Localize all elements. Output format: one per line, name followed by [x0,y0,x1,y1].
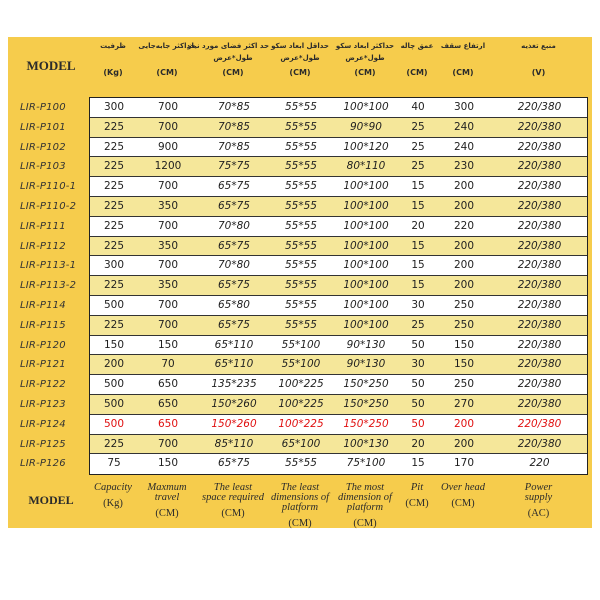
column-footer-label: dimension of [338,492,392,503]
table-cell: 500 [103,417,125,430]
table-cell: 220/380 [517,140,562,153]
column-footer-label: Capacity [94,482,132,493]
table-cell: 225 [103,239,125,252]
table-cell: 55*55 [285,318,317,331]
table-cell: 225 [103,199,125,212]
column-footer-unit: (CM) [221,508,245,519]
table-row [90,138,587,158]
table-cell: 220/380 [517,279,562,292]
table-cell: 150*250 [343,397,389,410]
column-footer-4 [265,483,335,529]
table-cell: 65*100 [281,437,321,450]
table-cell: 500 [103,397,125,410]
model-label: LIR-P124 [20,418,66,430]
table-cell: 55*100 [281,358,321,371]
column-footer-label: space required [202,492,264,503]
column-header-6 [399,40,435,92]
column-footer-label: The least [280,482,320,493]
model-label: LIR-P114 [20,299,66,311]
table-cell: 225 [103,180,125,193]
table-cell: 230 [453,160,475,173]
model-label: LIR-P102 [20,141,66,153]
table-cell: 200 [453,417,475,430]
table-cell: 220/380 [517,239,562,252]
column-footer-unit: (CM) [288,518,312,529]
table-cell: 70*80 [218,219,250,232]
table-cell: 135*235 [211,378,257,391]
column-footer-7 [431,483,495,509]
table-cell: 100*120 [343,140,389,153]
table-cell: 55*55 [285,101,317,113]
table-cell: 65*75 [218,239,250,252]
table-cell: 55*55 [285,120,317,133]
table-cell: 150 [453,358,475,371]
model-label: LIR-P120 [20,339,66,351]
spec-table [89,97,588,475]
table-cell: 270 [453,397,475,410]
model-label: LIR-P103 [20,161,66,173]
table-cell: 55*55 [285,457,317,470]
column-footer-label: Over head [440,482,486,493]
table-cell: 500 [103,378,125,391]
table-cell: 75*75 [218,160,250,173]
table-cell: 100*225 [278,397,324,410]
table-cell: 200 [103,358,125,371]
table-cell: 55*100 [281,338,321,351]
table-cell: 900 [157,140,179,153]
column-header-unit: (CM) [222,68,244,77]
table-cell: 500 [103,298,125,311]
column-header-unit: (CM) [406,68,428,77]
table-cell: 55*55 [285,219,317,232]
column-header-persian: حد اکثر فضای مورد نیاز [187,42,269,50]
table-cell: 65*75 [218,199,250,212]
table-cell: 220/380 [517,180,562,193]
table-cell: 100*100 [343,199,389,212]
table-cell: 55*55 [285,160,317,173]
table-cell: 220/380 [517,378,562,391]
table-cell: 220/380 [517,397,562,410]
table-cell: 40 [411,101,425,113]
table-cell: 150*250 [343,417,389,430]
table-cell: 200 [453,279,475,292]
table-cell: 240 [453,140,475,153]
table-row [90,355,587,375]
table-cell: 100*225 [278,378,324,391]
table-cell: 50 [411,397,425,410]
table-cell: 300 [103,259,125,272]
table-cell: 55*55 [285,279,317,292]
column-footer-2 [133,483,201,519]
table-cell: 30 [411,298,425,311]
table-cell: 220/380 [517,358,562,371]
model-label: LIR-P121 [20,359,66,371]
table-cell: 25 [411,160,425,173]
table-row [90,296,587,316]
table-cell: 15 [411,239,425,252]
table-cell: 100*100 [343,298,389,311]
model-label: LIR-P122 [20,379,66,391]
table-cell: 200 [453,180,475,193]
table-cell: 350 [157,279,179,292]
table-row [90,177,587,197]
table-cell: 350 [157,239,179,252]
model-header: MODEL [26,58,76,73]
table-cell: 700 [157,259,179,272]
table-cell: 150*250 [343,378,389,391]
table-cell: 25 [411,120,425,133]
column-footer-unit: (CM) [405,498,429,509]
table-cell: 225 [103,219,125,232]
table-cell: 150*260 [211,417,257,430]
model-column [14,98,88,474]
column-header-unit: (CM) [354,68,376,77]
table-cell: 15 [411,457,425,470]
table-cell: 220/380 [517,120,562,133]
table-cell: 200 [453,259,475,272]
model-footer: MODEL [28,493,74,507]
table-cell: 65*110 [214,358,254,371]
table-cell: 225 [103,120,125,133]
table-cell: 700 [157,219,179,232]
table-row [90,98,587,118]
table-cell: 65*75 [218,279,250,292]
column-header-persian: عمق چاله [400,42,434,50]
table-cell: 700 [157,318,179,331]
table-cell: 220/380 [517,417,562,430]
column-header-7 [435,40,491,92]
column-header-persian-sub: طول*عرض [280,54,320,62]
table-cell: 200 [453,239,475,252]
column-header-unit: (CM) [452,68,474,77]
table-cell: 20 [411,219,425,232]
table-cell: 55*55 [285,298,317,311]
table-row [90,197,587,217]
column-footer-label: The least [213,482,253,493]
table-row [90,454,587,474]
table-cell: 90*130 [346,358,386,371]
column-footer-label: Power [524,482,553,493]
table-cell: 225 [103,437,125,450]
table-cell: 75 [107,457,121,470]
column-footer-8 [487,483,590,519]
table-cell: 15 [411,259,425,272]
table-cell: 150 [453,338,475,351]
table-cell: 220/380 [517,318,562,331]
column-footer-label: The most [345,482,385,493]
column-header-5 [331,40,399,92]
column-footer-label: supply [524,492,553,503]
column-footer-label: platform [281,502,319,513]
table-cell: 700 [157,437,179,450]
table-cell: 150 [157,338,179,351]
table-row [90,316,587,336]
table-cell: 25 [411,318,425,331]
table-cell: 300 [453,101,475,113]
table-cell: 700 [157,120,179,133]
table-cell: 70*85 [218,120,250,133]
table-cell: 200 [453,199,475,212]
table-cell: 700 [157,180,179,193]
table-cell: 15 [411,199,425,212]
model-label: LIR-P113-2 [20,280,77,292]
table-cell: 85*110 [214,437,254,450]
model-label: LIR-P123 [20,398,66,410]
table-cell: 25 [411,140,425,153]
table-cell: 65*80 [218,298,250,311]
table-row [90,415,587,435]
table-row [90,276,587,296]
column-footer-3 [193,483,273,519]
table-cell: 150 [157,457,179,470]
table-cell: 250 [453,318,475,331]
table-row [90,217,587,237]
table-row [90,395,587,415]
table-cell: 30 [411,358,425,371]
table-cell: 90*130 [346,338,386,351]
table-cell: 70*80 [218,259,250,272]
table-cell: 225 [103,318,125,331]
table-cell: 220/380 [517,298,562,311]
column-header-unit: (CM) [289,68,311,77]
model-label: LIR-P110-2 [20,200,77,212]
column-header-3 [187,40,269,92]
column-footer-label: Pit [410,482,424,493]
column-header-persian: ارتفاع سقف [440,42,486,50]
column-footer-unit: (Kg) [103,498,123,509]
table-cell: 100*100 [343,219,389,232]
column-footer-unit: (AC) [527,508,550,519]
model-label: LIR-P126 [20,458,66,470]
table-cell: 650 [157,417,179,430]
table-cell: 80*110 [346,160,386,173]
column-header-persian: حداکثر ابعاد سکو [335,42,395,50]
table-cell: 90*90 [350,120,382,133]
column-header-unit: (V) [531,68,546,77]
table-cell: 100*100 [343,259,389,272]
column-header-persian: منبع تغذیه [521,42,556,50]
table-cell: 15 [411,279,425,292]
model-label: LIR-P110-1 [20,181,77,193]
table-cell: 220/380 [517,259,562,272]
table-cell: 100*100 [343,318,389,331]
table-row [90,256,587,276]
table-cell: 65*110 [214,338,254,351]
table-cell: 650 [157,397,179,410]
table-cell: 55*55 [285,259,317,272]
column-header-persian: حداقل ابعاد سکو [271,42,329,50]
table-cell: 250 [453,298,475,311]
model-label: LIR-P111 [20,220,66,232]
table-cell: 225 [103,279,125,292]
column-footer-unit: (CM) [451,498,475,509]
table-cell: 55*55 [285,239,317,252]
table-cell: 55*55 [285,140,317,153]
model-label: LIR-P112 [20,240,66,252]
table-row [90,336,587,356]
table-cell: 75*100 [346,457,386,470]
model-label: LIR-P100 [20,102,66,113]
table-cell: 300 [103,101,125,113]
table-cell: 15 [411,180,425,193]
column-header-persian-sub: طول*عرض [345,54,385,62]
table-cell: 65*75 [218,180,250,193]
table-cell: 100*100 [343,239,389,252]
table-cell: 650 [157,378,179,391]
column-header-1 [89,40,137,92]
table-cell: 55*55 [285,199,317,212]
table-cell: 220 [529,457,550,470]
table-cell: 220/380 [517,437,562,450]
table-row [90,435,587,455]
table-cell: 65*75 [218,457,250,470]
table-cell: 225 [103,160,125,173]
column-header-persian-sub: طول*عرض [213,54,253,62]
table-cell: 100*100 [343,279,389,292]
table-cell: 220/380 [517,160,562,173]
table-cell: 150 [103,338,125,351]
table-cell: 65*75 [218,318,250,331]
table-cell: 220 [453,219,475,232]
table-cell: 50 [411,417,425,430]
table-row [90,157,587,177]
table-cell: 50 [411,338,425,351]
table-row [90,118,587,138]
table-cell: 220/380 [517,338,562,351]
table-row [90,375,587,395]
table-cell: 50 [411,378,425,391]
column-footer-unit: (CM) [155,508,179,519]
column-header-4 [269,40,331,92]
table-cell: 350 [157,199,179,212]
column-header-unit: (Kg) [103,68,123,77]
table-cell: 240 [453,120,475,133]
table-cell: 70*85 [218,140,250,153]
table-cell: 20 [411,437,425,450]
model-label: LIR-P115 [20,319,66,331]
table-cell: 100*130 [343,437,389,450]
table-cell: 700 [157,101,179,113]
model-label: LIR-P125 [20,438,66,450]
table-cell: 1200 [154,160,182,173]
model-label: LIR-P101 [20,121,66,133]
table-cell: 55*55 [285,180,317,193]
table-cell: 150*260 [211,397,257,410]
table-cell: 200 [453,437,475,450]
column-header-persian: ظرفیت [100,42,126,50]
table-cell: 170 [453,457,475,470]
table-cell: 220/380 [517,199,562,212]
column-footer-label: dimensions of [270,492,330,503]
column-header-persian: حداکثر جابه‌جایی [138,42,196,50]
column-header-unit: (CM) [156,68,178,77]
table-cell: 100*100 [343,101,389,113]
table-cell: 700 [157,298,179,311]
column-footer-label: travel [154,492,180,503]
table-cell: 220/380 [517,101,562,113]
table-cell: 225 [103,140,125,153]
table-row [90,237,587,257]
table-cell: 100*225 [278,417,324,430]
column-footer-label: platform [346,502,384,513]
column-footer-label: Maxmum [147,482,187,493]
model-label: LIR-P113-1 [20,260,77,272]
table-cell: 220/380 [517,219,562,232]
table-cell: 100*100 [343,180,389,193]
table-cell: 70 [161,358,175,371]
table-cell: 250 [453,378,475,391]
table-cell: 70*85 [218,101,250,113]
column-footer-5 [327,483,403,529]
column-header-8 [491,40,586,92]
column-footer-unit: (CM) [353,518,377,529]
